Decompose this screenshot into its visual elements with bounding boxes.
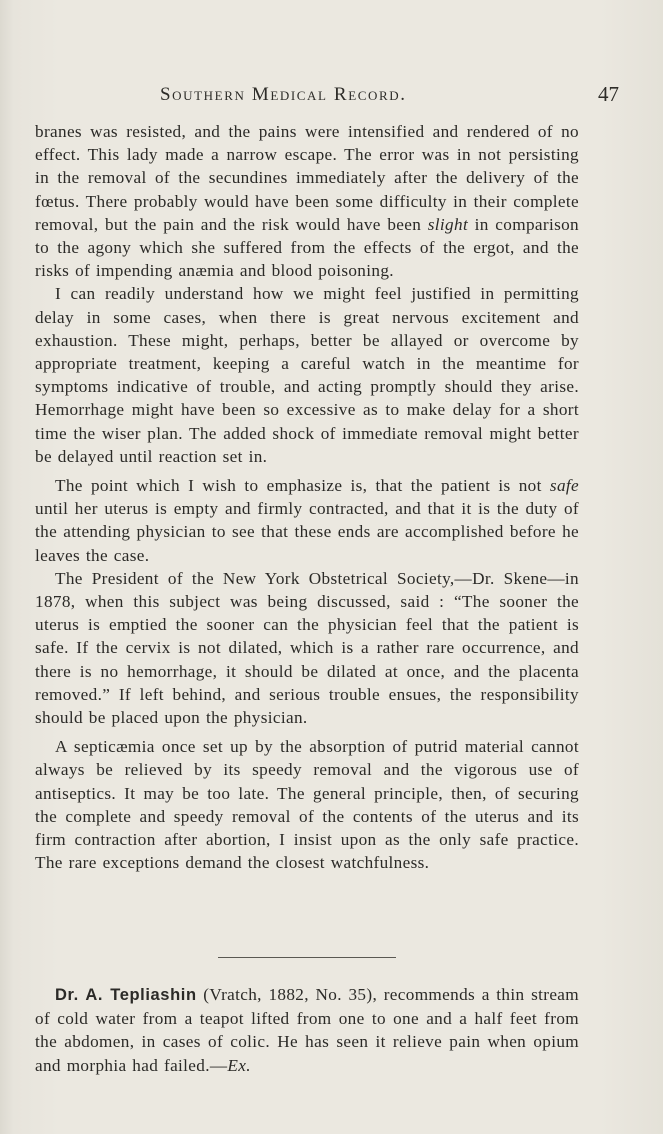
- page-header: [0, 84, 663, 114]
- paragraph-text: in comparison to the agony which she suffered from the effects of the ergot, and the risks of impending anæmia and blood poisoning.: [35, 214, 579, 281]
- paragraph-text: branes was resisted, and the pains were intensified and rendered of no effect. This lady made a narrow escape. The error was in not persisting in the removal of the secundines immediately after the delivery of the fœtus. There probably would have been some difficulty in their complete removal, but the pain and the risk would have been: [35, 122, 579, 234]
- page-number: 47: [598, 82, 619, 106]
- paragraph-text: The President of the New York Obstetrical Society,—Dr. Skene—in 1878, when this subject was being discussed, said : “The sooner the uterus is emptied the sooner can the physician feel that the patient is safe. If the cervix is not dilated, which is a rather rare occurrence, and there is no hemorrhage, it should be dilated at once, and the placenta removed.” If left behind, and serious trouble ensues, the responsibility should be placed upon the physician.: [35, 568, 579, 728]
- paragraph-2: [35, 282, 579, 468]
- paragraph-1: [35, 120, 579, 282]
- italic-word: safe: [549, 476, 579, 496]
- section-divider: [218, 957, 396, 958]
- running-title: Southern Medical Record.: [160, 84, 407, 105]
- paragraph-text: A septicæmia once set up by the absorption of putrid material cannot always be relieved by its speedy removal and the vigorous use of antiseptics. It may be too late. The general principle, then, of securing the complete and speedy removal of the contents of the uterus and its firm contraction after abortion, I insist upon as the only safe practice. The rare exceptions demand the closest watchfulness.: [35, 737, 579, 873]
- italic-word: slight: [427, 214, 469, 234]
- note-author: Dr. A. Tepliashin: [55, 986, 197, 1004]
- paragraph-3: [35, 474, 579, 567]
- article-body: [35, 120, 579, 875]
- note-source: Ex.: [227, 1055, 251, 1075]
- paragraph-text: The point which I wish to emphasize is, that the patient is not: [55, 476, 550, 496]
- note-text: (Vratch, 1882, No. 35), recommends a thin stream of cold water from a teapot lifted from one to one and a half feet from the abdomen, in cases of colic. He has seen it relieve pain when opium and morphia had failed.—: [35, 985, 579, 1075]
- paragraph-text: I can readily understand how we might feel justified in permitting delay in some cases, when there is great nervous excitement and exhaustion. These might, perhaps, better be allayed or overcome by appropriate treatment, keeping a careful watch in the meantime for symptoms indicative of trouble, and acting promptly should they arise. Hemorrhage might have been so excessive as to make delay for a short time the wiser plan. The added shock of immediate removal might better be delayed until reaction set in.: [35, 284, 579, 466]
- paragraph-text: until her uterus is empty and firmly contracted, and that it is the duty of the attending physician to see that these ends are accomplished before he leaves the case.: [35, 499, 579, 565]
- note-paragraph: [35, 983, 579, 1077]
- abstract-note: [35, 983, 579, 1077]
- paragraph-5: [35, 735, 579, 874]
- paragraph-4: [35, 567, 579, 729]
